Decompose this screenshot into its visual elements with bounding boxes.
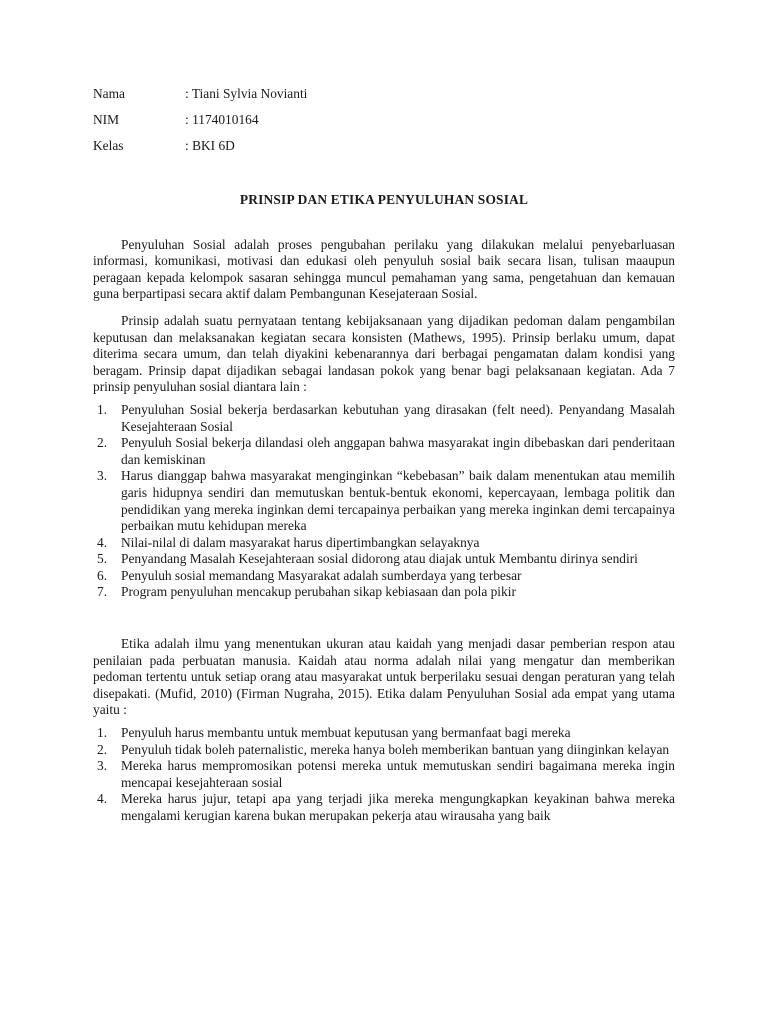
list-text: Penyandang Masalah Kesejahteraan sosial didorong atau diajak untuk Membantu dirinya sendiri [121,551,638,567]
nama-value: : Tiani Sylvia Novianti [185,86,308,101]
list-number: 7. [97,584,108,600]
nim-value: : 1174010164 [185,112,259,127]
list-text: Penyuluh sosial memandang Masyarakat adalah sumberdaya yang terbesar [121,567,522,583]
prinsip-list [93,402,675,601]
list-item [93,791,675,824]
list-item [93,742,675,759]
kelas-value: : BKI 6D [185,138,235,153]
paragraph-penyuluhan: Penyuluhan Sosial adalah proses pengubahan perilaku yang dilakukan melalui penyebarluasan informasi, komunikasi, motivasi dan edukasi oleh penyuluh sosial baik secara lisan, tulisan maaupun peragaan kepada kelompok sasaran sehingga muncul pemahaman yang sama, pengetahuan dan kemauan guna berpartipasi secara aktif dalam Pembangunan Kesejateraan Sosial. [93,236,675,302]
list-text: Program penyuluhan mencakup perubahan sikap kebiasaan dan pola pikir [121,584,516,600]
list-number: 2. [97,741,108,757]
list-item [93,468,675,534]
paragraph-etika: Etika adalah ilmu yang menentukan ukuran atau kaidah yang menjadi dasar pemberian respon atau penilaian pada perbuatan manusia. Kaidah atau norma adalah nilai yang mengatur dan memberikan pedoman tertentu untuk setiap orang atau masyarakat untuk berperilaku sesuai dengan peraturan yang telah disepakati. (Mufid, 2010) (Firman Nugraha, 2015). Etika dalam Penyuluhan Sosial ada empat yang utama yaitu : [93,636,675,718]
list-text: Harus dianggap bahwa masyarakat menginginkan “kebebasan” baik dalam menentukan atau memilih garis hidupnya sendiri dan memutuskan bentuk-bentuk ekonomi, kepercayaan, lembaga politik dan pendidikan yang mereka inginkan demi tercapainya perbaikan yang mereka inginkan demi tercapainya perbaikan mutu kehidupan mereka [121,468,675,534]
list-number: 2. [97,435,108,451]
list-number: 3. [97,758,108,774]
kelas-label: Kelas [93,138,124,153]
list-number: 4. [97,534,108,550]
info-row-nim [93,112,675,138]
nama-label: Nama [93,86,125,101]
nim-label: NIM [93,112,120,127]
paragraph-prinsip: Prinsip adalah suatu pernyataan tentang kebijaksanaan yang dijadikan pedoman dalam pengambilan keputusan dan melaksanakan kegiatan secara konsisten (Mathews, 1995). Prinsip berlaku umum, dapat diterima secara umum, dan telah diyakini kebenarannya dari berbagai pengamatan dalam kondisi yang beragam. Prinsip dapat dijadikan sebagai landasan pokok yang benar bagi pelaksanaan kegiatan. Ada 7 prinsip penyuluhan sosial diantara lain : [93,312,675,395]
list-text: Penyuluh tidak boleh paternalistic, mereka hanya boleh memberikan bantuan yang diinginkan kelayan [121,741,670,757]
list-number: 1. [97,401,108,417]
list-number: 5. [97,551,108,567]
document-title: PRINSIP DAN ETIKA PENYULUHAN SOSIAL [239,192,529,207]
list-text: Penyuluhan Sosial bekerja berdasarkan kebutuhan yang dirasakan (felt need). Penyandang Masalah Kesejahteraan Sosial [121,401,675,434]
list-text: Mereka harus mempromosikan potensi mereka untuk memutuskan sendiri bagaimana mereka ingin mencapai kesejahteraan sosial [121,758,675,790]
list-item [93,535,675,552]
list-item [93,758,675,791]
list-number: 6. [97,567,108,583]
list-number: 1. [97,725,108,741]
document-content [93,86,675,825]
list-text: Penyuluh Sosial bekerja dilandasi oleh anggapan bahwa masyarakat ingin dibebaskan dari penderitaan dan kemiskinan [121,435,675,467]
list-number: 3. [97,468,108,484]
list-item [93,402,675,435]
etika-list [93,725,675,825]
info-row-nama [93,86,675,112]
list-text: Penyuluh harus membantu untuk membuat keputusan yang bermanfaat bagi mereka [121,725,571,741]
list-item [93,725,675,742]
info-row-kelas [93,138,675,164]
list-text: Mereka harus jujur, tetapi apa yang terjadi jika mereka mengungkapkan keyakinan bahwa mereka mengalami kerugian karena bukan merupakan pekerja atau wirausaha yang baik [121,791,675,823]
list-item [93,551,675,568]
list-item [93,584,675,601]
section-gap [93,601,675,626]
list-item [93,435,675,468]
list-number: 4. [97,791,108,807]
list-item [93,568,675,585]
list-text: Nilai-nilal di dalam masyarakat harus dipertimbangkan selayaknya [121,534,480,550]
